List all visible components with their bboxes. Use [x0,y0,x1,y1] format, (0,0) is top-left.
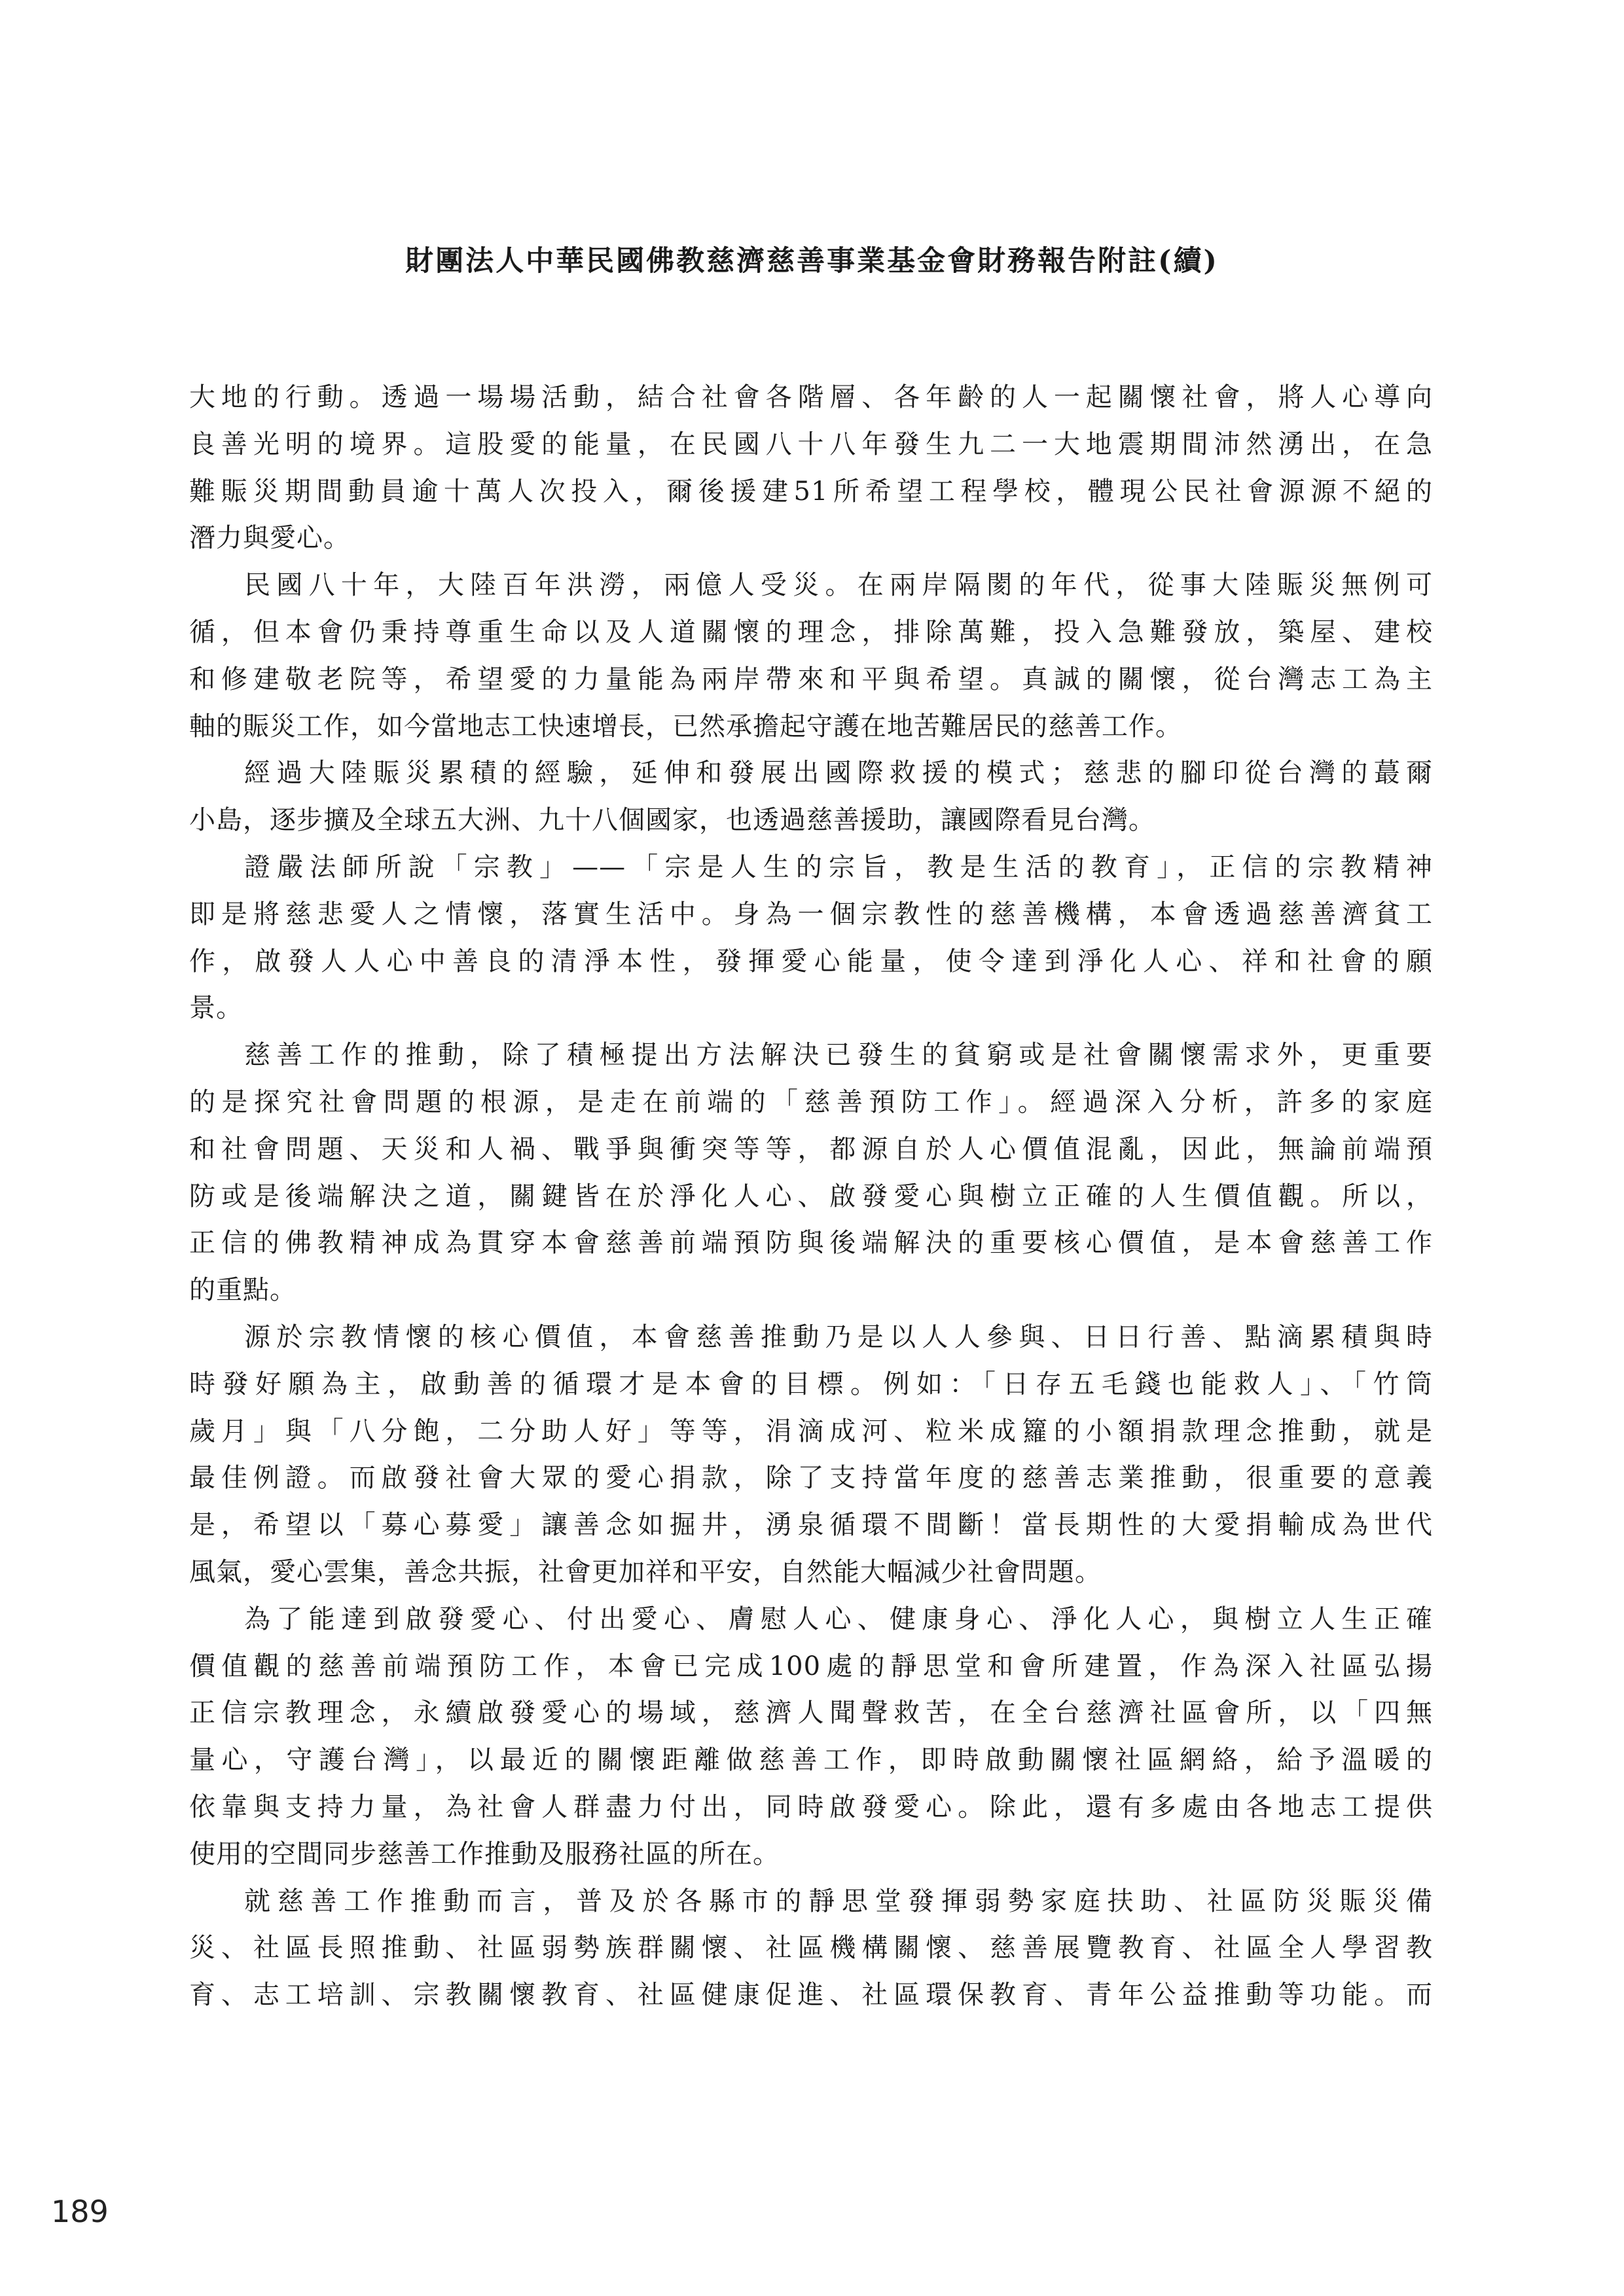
text-line: 作，啟發人人心中善良的清淨本性，發揮愛心能量，使令達到淨化人心、祥和社會的願 [189,946,1433,977]
text-line: 小島，逐步擴及全球五大洲、九十八個國家，也透過慈善援助，讓國際看見台灣。 [189,805,1155,836]
text-line: 和社會問題、天災和人禍、戰爭與衝突等等，都源自於人心價值混亂，因此，無論前端預 [189,1134,1433,1164]
text-line: 即是將慈悲愛人之情懷，落實生活中。身為一個宗教性的慈善機構，本會透過慈善濟貧工 [189,899,1433,929]
text-line: 景。 [189,993,243,1024]
paragraph [189,374,1433,562]
text-line: 經過大陸賑災累積的經驗，延伸和發展出國際救援的模式；慈悲的腳印從台灣的蕞爾 [244,758,1433,789]
text-line: 難賑災期間動員逾十萬人次投入，爾後援建51所希望工程學校，體現公民社會源源不絕的 [189,476,1433,507]
text-line: 潛力與愛心。 [189,523,350,554]
text-line: 時發好願為主，啟動善的循環才是本會的目標。例如：「日存五毛錢也能救人」、「竹筒 [189,1369,1433,1399]
text-line: 依靠與支持力量，為社會人群盡力付出，同時啟發愛心。除此，還有多處由各地志工提供 [189,1791,1433,1822]
text-line: 正信的佛教精神成為貫穿本會慈善前端預防與後端解決的重要核心價值，是本會慈善工作 [189,1228,1433,1259]
paragraph [189,1596,1433,1878]
text-line: 慈善工作的推動，除了積極提出方法解決已發生的貧窮或是社會關懷需求外，更重要 [244,1040,1433,1071]
paragraph [189,1314,1433,1596]
text-line: 民國八十年，大陸百年洪澇，兩億人受災。在兩岸隔閡的年代，從事大陸賑災無例可 [244,570,1433,601]
paragraph [189,750,1433,844]
text-line: 最佳例證。而啟發社會大眾的愛心捐款，除了支持當年度的慈善志業推動，很重要的意義 [189,1463,1433,1494]
text-line: 量心，守護台灣」，以最近的關懷距離做慈善工作，即時啟動關懷社區網絡，給予溫暖的 [189,1745,1433,1776]
text-line: 正信宗教理念，永續啟發愛心的場域，慈濟人聞聲救苦，在全台慈濟社區會所，以「四無 [189,1698,1433,1729]
paragraph [189,844,1433,1032]
text-line: 的重點。 [189,1275,297,1306]
text-line: 歲月」與「八分飽，二分助人好」等等，涓滴成河、粒米成籮的小額捐款理念推動，就是 [189,1416,1433,1446]
text-line: 為了能達到啟發愛心、付出愛心、膚慰人心、健康身心、淨化人心，與樹立人生正確 [244,1604,1433,1634]
body-text [189,374,1433,2019]
paragraph [189,1878,1433,2019]
text-line: 良善光明的境界。這股愛的能量，在民國八十八年發生九二一大地震期間沛然湧出，在急 [189,429,1433,459]
text-line: 育、志工培訓、宗教關懷教育、社區健康促進、社區環保教育、青年公益推動等功能。而 [189,1980,1433,2011]
page-number: 189 [51,2194,109,2229]
text-line: 是，希望以「募心募愛」讓善念如掘井，湧泉循環不間斷！當長期性的大愛捐輸成為世代 [189,1510,1433,1541]
text-line: 防或是後端解決之道，關鍵皆在於淨化人心、啟發愛心與樹立正確的人生價值觀。所以， [189,1181,1433,1211]
text-line: 價值觀的慈善前端預防工作，本會已完成100處的靜思堂和會所建置，作為深入社區弘揚 [189,1651,1433,1681]
text-line: 風氣，愛心雲集，善念共振，社會更加祥和平安，自然能大幅減少社會問題。 [189,1556,1102,1587]
text-line: 循，但本會仍秉持尊重生命以及人道關懷的理念，排除萬難，投入急難發放，築屋、建校 [189,617,1433,647]
text-line: 大地的行動。透過一場場活動，結合社會各階層、各年齡的人一起關懷社會，將人心導向 [189,382,1433,412]
text-line: 的是探究社會問題的根源，是走在前端的「慈善預防工作」。經過深入分析，許多的家庭 [189,1086,1433,1117]
text-line: 證嚴法師所說「宗教」——「宗是人生的宗旨，教是生活的教育」，正信的宗教精神 [244,852,1433,882]
text-line: 源於宗教情懷的核心價值，本會慈善推動乃是以人人參與、日日行善、點滴累積與時 [244,1321,1433,1352]
paragraph [189,562,1433,750]
text-line: 就慈善工作推動而言，普及於各縣市的靜思堂發揮弱勢家庭扶助、社區防災賑災備 [244,1886,1433,1916]
paragraph [189,1032,1433,1314]
text-line: 軸的賑災工作，如今當地志工快速增長，已然承擔起守護在地苦難居民的慈善工作。 [189,711,1182,742]
text-line: 和修建敬老院等，希望愛的力量能為兩岸帶來和平與希望。真誠的關懷，從台灣志工為主 [189,664,1433,694]
page-title: 財團法人中華民國佛教慈濟慈善事業基金會財務報告附註(續) [405,245,1219,278]
text-line: 使用的空間同步慈善工作推動及服務社區的所在。 [189,1839,780,1869]
text-line: 災、社區長照推動、社區弱勢族群關懷、社區機構關懷、慈善展覽教育、社區全人學習教 [189,1933,1433,1964]
